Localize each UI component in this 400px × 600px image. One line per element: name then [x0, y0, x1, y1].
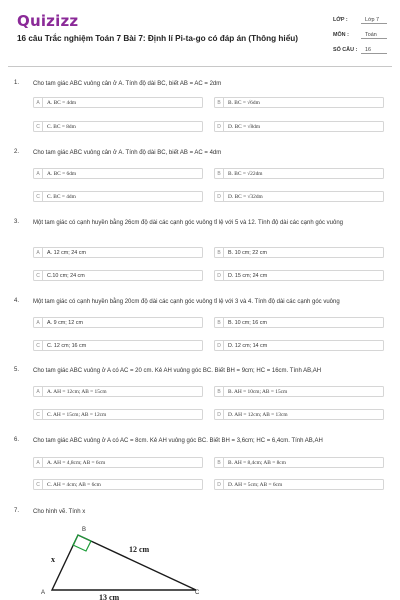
- q3-option-d[interactable]: [214, 270, 384, 281]
- option-text: C. AH = 15cm; AB = 12cm: [47, 412, 107, 418]
- option-letter: A: [34, 387, 43, 397]
- q3-option-c[interactable]: [33, 270, 203, 281]
- option-text: C. AH = 4cm; AB = 6cm: [47, 482, 101, 488]
- q3-option-b[interactable]: [214, 247, 384, 258]
- side-bc-label: 12 cm: [129, 545, 150, 554]
- meta-count-label: SỐ CÂU :: [333, 47, 358, 53]
- q5-option-c[interactable]: [33, 409, 203, 420]
- option-text: B. BC = √22dm: [228, 171, 263, 177]
- meta-grade-value: Lớp 7: [365, 17, 380, 23]
- option-letter: B: [215, 248, 224, 258]
- question-text: Cho tam giác ABC vuông ở A có AC = 20 cm. Kẻ AH vuông góc BC. Biết BH = 9cm; HC = 16cm. Tính AB,AH: [33, 368, 322, 374]
- option-text: B. 10 cm; 22 cm: [228, 250, 267, 256]
- option-letter: A: [34, 318, 43, 328]
- option-letter: B: [215, 318, 224, 328]
- question-number: 2.: [14, 149, 20, 155]
- q2-option-c[interactable]: [33, 191, 203, 202]
- q1-option-b[interactable]: [214, 97, 384, 108]
- header-divider: [8, 66, 392, 67]
- question-text: Một tam giác có cạnh huyền bằng 26cm độ dài các cạnh góc vuông tỉ lệ với 5 và 12. Tính độ dài các cạnh góc vuông: [33, 220, 344, 226]
- option-letter: C: [34, 122, 43, 132]
- option-text: D. BC = √32dm: [228, 194, 263, 200]
- question-text: Một tam giác có cạnh huyền bằng 20cm độ dài các cạnh góc vuông tỉ lệ với 3 và 4. Tính độ dài các cạnh góc vuông: [33, 299, 340, 305]
- option-text: D. 15 cm; 24 cm: [228, 273, 268, 279]
- q6-option-d[interactable]: [214, 479, 384, 490]
- meta-subject-value: Toán: [365, 32, 377, 38]
- q4-option-c[interactable]: [33, 340, 203, 351]
- right-triangle-figure: [36, 520, 216, 600]
- page-title: 16 câu Trắc nghiệm Toán 7 Bài 7: Định lí Pi-ta-go có đáp án (Thông hiểu): [17, 34, 298, 43]
- q4-option-d[interactable]: [214, 340, 384, 351]
- side-ab-label: x: [51, 555, 55, 564]
- right-angle-marker: [73, 535, 91, 551]
- option-text: C. BC = 8dm: [47, 124, 76, 130]
- option-text: B. 10 cm; 16 cm: [228, 320, 267, 326]
- page-header: [0, 0, 400, 66]
- q2-option-b[interactable]: [214, 168, 384, 179]
- option-text: D. AH = 12cm; AB = 13cm: [228, 412, 288, 418]
- option-text: D. BC = √8dm: [228, 124, 261, 130]
- q3-option-a[interactable]: [33, 247, 203, 258]
- q6-option-a[interactable]: [33, 457, 203, 468]
- meta-count-underline: [361, 53, 387, 54]
- option-text: A. AH = 12cm; AB = 15cm: [47, 389, 107, 395]
- q1-option-c[interactable]: [33, 121, 203, 132]
- option-text: B. AH = 10cm; AB = 15cm: [228, 389, 288, 395]
- vertex-a-label: A: [41, 590, 46, 596]
- question-text: Cho tam giác ABC vuông cân ở A. Tính độ dài BC, biết AB = AC = 2dm: [33, 81, 222, 87]
- q1-option-a[interactable]: [33, 97, 203, 108]
- question-number: 7.: [14, 508, 20, 514]
- question-number: 4.: [14, 298, 20, 304]
- option-letter: B: [215, 98, 224, 108]
- option-letter: B: [215, 387, 224, 397]
- option-letter: B: [215, 458, 224, 468]
- option-letter: D: [215, 480, 224, 490]
- q6-option-c[interactable]: [33, 479, 203, 490]
- option-text: A. 9 cm; 12 cm: [47, 320, 83, 326]
- q6-option-b[interactable]: [214, 457, 384, 468]
- option-letter: D: [215, 192, 224, 202]
- meta-grade-label: LỚP :: [333, 17, 348, 23]
- option-letter: D: [215, 271, 224, 281]
- option-letter: C: [34, 271, 43, 281]
- option-text: A. AH = 4,8cm; AB = 6cm: [47, 460, 106, 466]
- option-text: C.10 cm; 24 cm: [47, 273, 85, 279]
- meta-grade-underline: [361, 23, 387, 24]
- option-letter: D: [215, 122, 224, 132]
- option-text: A. BC = 6dm: [47, 171, 77, 177]
- question-number: 6.: [14, 437, 20, 443]
- q2-option-d[interactable]: [214, 191, 384, 202]
- question-text: Cho tam giác ABC vuông cân ở A. Tính độ dài BC, biết AB = AC = 4dm: [33, 150, 222, 156]
- option-letter: B: [215, 169, 224, 179]
- side-ac-label: 13 cm: [99, 593, 120, 600]
- vertex-c-label: C: [195, 590, 200, 596]
- q5-option-a[interactable]: [33, 386, 203, 397]
- q1-option-d[interactable]: [214, 121, 384, 132]
- question-number: 5.: [14, 367, 20, 373]
- meta-subject-label: MÔN :: [333, 32, 349, 38]
- quizizz-logo: Quizizz: [17, 12, 79, 30]
- option-letter: A: [34, 98, 43, 108]
- q5-option-b[interactable]: [214, 386, 384, 397]
- question-text: Cho hình vẽ. Tính x: [33, 509, 86, 515]
- option-text: B. BC = √6dm: [228, 100, 260, 106]
- option-letter: A: [34, 458, 43, 468]
- q4-option-b[interactable]: [214, 317, 384, 328]
- meta-subject-underline: [361, 38, 387, 39]
- meta-count-value: 16: [365, 47, 371, 53]
- option-letter: C: [34, 192, 43, 202]
- q2-option-a[interactable]: [33, 168, 203, 179]
- option-letter: C: [34, 341, 43, 351]
- option-letter: D: [215, 410, 224, 420]
- option-text: D. AH = 5cm; AB = 6cm: [228, 482, 283, 488]
- option-text: C. 12 cm; 16 cm: [47, 343, 87, 349]
- option-text: B. AH = 8,4cm; AB = 8cm: [228, 460, 286, 466]
- option-letter: A: [34, 248, 43, 258]
- vertex-b-label: B: [82, 527, 87, 533]
- question-text: Cho tam giác ABC vuông ở A có AC = 8cm. Kẻ AH vuông góc BC. Biết BH = 3,6cm; HC = 6,4cm. Tính AB,AH: [33, 438, 323, 444]
- option-text: C. BC = 4dm: [47, 194, 76, 200]
- option-letter: A: [34, 169, 43, 179]
- question-number: 3.: [14, 219, 20, 225]
- q5-option-d[interactable]: [214, 409, 384, 420]
- option-text: D. 12 cm; 14 cm: [228, 343, 268, 349]
- option-letter: C: [34, 410, 43, 420]
- question-number: 1.: [14, 80, 20, 86]
- option-letter: D: [215, 341, 224, 351]
- option-text: A. 12 cm; 24 cm: [47, 250, 86, 256]
- q4-option-a[interactable]: [33, 317, 203, 328]
- option-letter: C: [34, 480, 43, 490]
- option-text: A. BC = 4dm: [47, 100, 77, 106]
